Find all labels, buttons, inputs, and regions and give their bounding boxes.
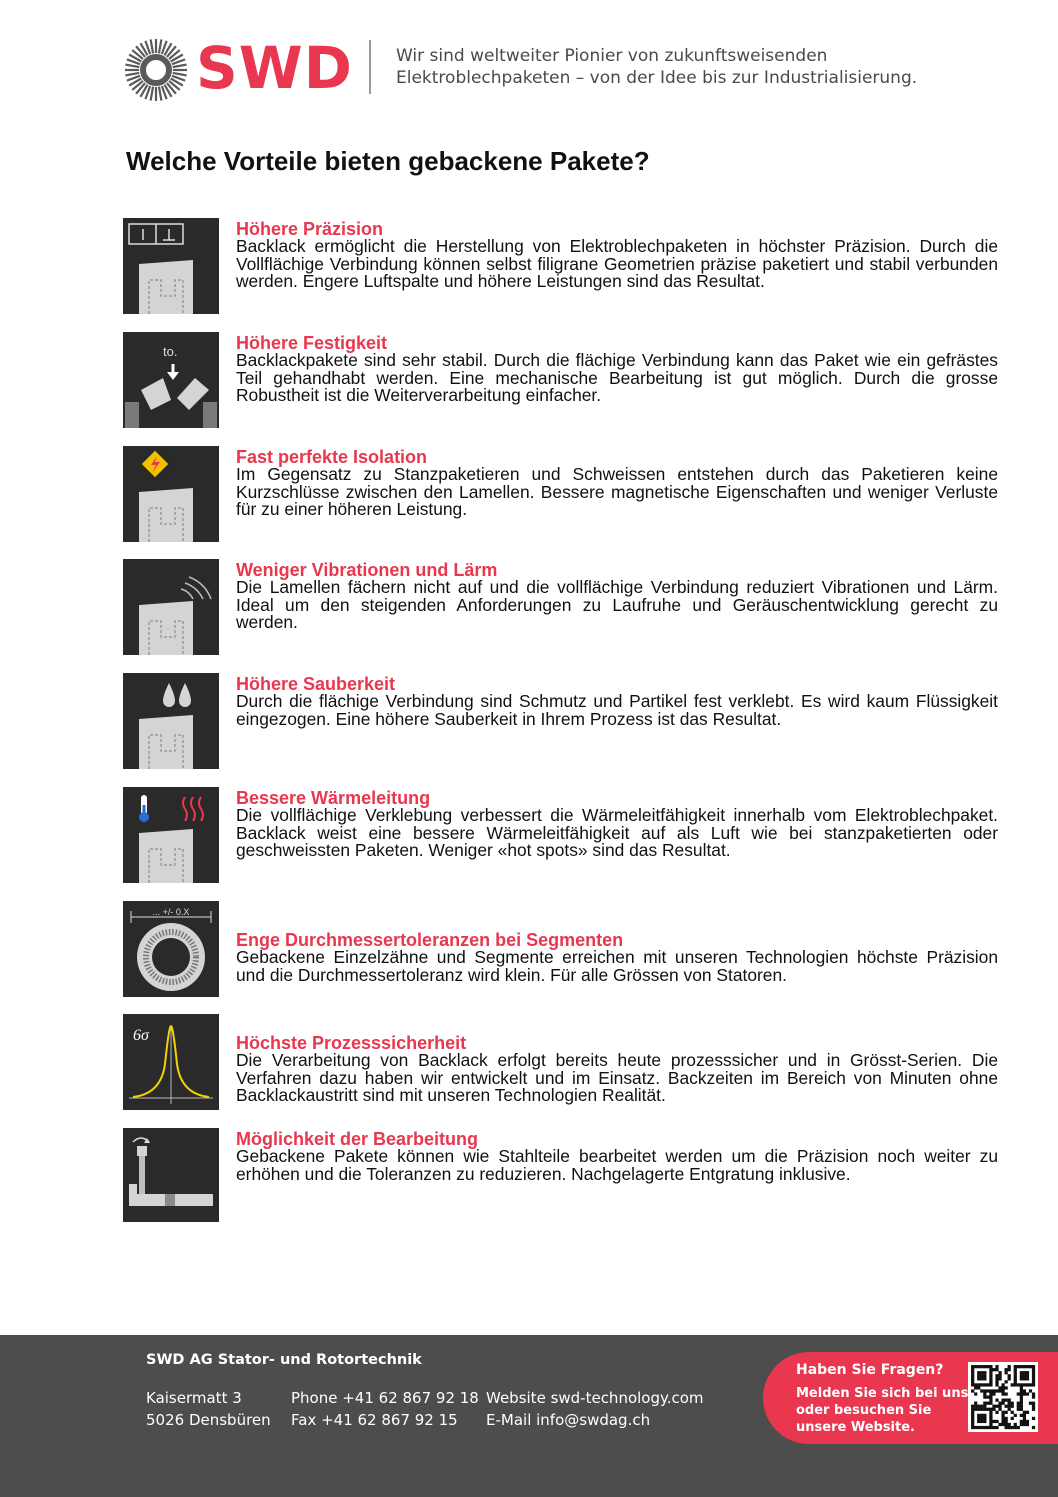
company-name: SWD AG Stator- und Rotortechnik	[146, 1352, 422, 1368]
item-body: Die Verarbeitung von Backlack erfolgt bereits heute prozesssicher und in Grösst-Serien. Die Verfahren dazu haben wir entwickelt und im Einsatz. Backzeiten im Bereich von Minuten ohne Backlackaustritt sind mit unseren Technologien Realität.	[236, 1050, 998, 1106]
vibration-icon	[123, 559, 219, 655]
item-body: Die vollflächige Verklebung verbessert die Wärmeleitfähigkeit innerhalb vom Elektroblechpaket. Backlack weist eine bessere Wärmeleitfähigkeit auf als Luft wie bei stanzpaketierten oder geschweissten Paketen. Weniger «hot spots» sind das Resultat.	[236, 805, 998, 861]
qr-code-icon[interactable]	[968, 1362, 1038, 1432]
item-body: Durch die flächige Verbindung sind Schmutz und Partikel fest verklebt. Es wird kaum Flüssigkeit eingezogen. Eine höhere Sauberkeit in Ihrem Prozess ist das Resultat.	[236, 691, 998, 729]
item-body: Gebackene Pakete können wie Stahlteile bearbeitet werden um die Präzision noch weiter zu erhöhen und die Toleranzen zu reduzieren. Nachgelagerte Entgratung inklusive.	[236, 1146, 998, 1184]
item-body: Im Gegensatz zu Stanzpaketieren und Schweissen entstehen durch das Paketieren keine Kurzschlüsse zwischen den Lamellen. Bessere magnetische Eigenschaften und weniger Verluste für zu einer höheren Leistung.	[236, 464, 998, 520]
contact-cta[interactable]	[763, 1352, 1058, 1444]
item-title: Möglichkeit der Bearbeitung	[236, 1129, 479, 1149]
item-body: Backlack ermöglicht die Herstellung von Elektroblechpaketen in höchster Präzision. Durch die Vollflächige Verbindung können selbst filigrane Geometrien präzise paketiert und stabil verbunden werden. Engere Luftspalte und höhere Leistungen sind das Resultat.	[236, 236, 998, 292]
droplets-icon	[123, 673, 219, 769]
stator-ring-icon	[123, 901, 219, 997]
item-title: Höhere Sauberkeit	[236, 674, 396, 694]
strength-icon	[123, 332, 219, 428]
icon-label: to.	[163, 344, 178, 359]
header	[124, 36, 944, 100]
item-title: Höchste Prozesssicherheit	[236, 1033, 467, 1053]
cta-title: Haben Sie Fragen?	[796, 1362, 944, 1378]
address-column	[146, 1387, 271, 1431]
item-title: Weniger Vibrationen und Lärm	[236, 560, 498, 580]
item-body: Gebackene Einzelzähne und Segmente erreichen mit unseren Technologien höchste Präzision und die Durchmessertoleranz wird klein. Für alle Grössen von Statoren.	[236, 947, 998, 985]
thermometer-heat-icon	[123, 787, 219, 883]
item-title: Höhere Festigkeit	[236, 333, 388, 353]
precision-icon	[123, 218, 219, 314]
item-title: Enge Durchmessertoleranzen bei Segmenten	[236, 930, 624, 950]
icon-label: ... +/- 0.X	[152, 907, 190, 917]
website-link[interactable]: Website swd-technology.com	[486, 1389, 704, 1407]
phone-number[interactable]: Phone +41 62 867 92 18	[291, 1389, 479, 1407]
phone-column	[291, 1387, 479, 1431]
item-title: Fast perfekte Isolation	[236, 447, 428, 467]
isolation-warning-icon	[123, 446, 219, 542]
brand-name: SWD	[196, 34, 353, 102]
footer	[0, 1335, 1058, 1497]
fax-number: Fax +41 62 867 92 15	[291, 1411, 458, 1429]
web-column	[486, 1387, 704, 1431]
cta-text: Melden Sie sich bei uns oder besuchen Sie unsere Website.	[796, 1386, 969, 1435]
six-sigma-curve-icon	[123, 1014, 219, 1110]
item-body: Backlackpakete sind sehr stabil. Durch die flächige Verbindung kann das Paket wie ein gefrästes Teil gehandhabt werden. Eine mechanische Bearbeitung ist gut möglich. Durch die grosse Robustheit ist die Weiterverarbeitung einfacher.	[236, 350, 998, 406]
icon-label: 6σ	[133, 1027, 149, 1044]
item-title: Bessere Wärmeleitung	[236, 788, 431, 808]
header-divider	[369, 40, 371, 94]
machining-icon	[123, 1128, 219, 1222]
gear-sun-logo-icon	[124, 38, 188, 102]
item-title: Höhere Präzision	[236, 219, 384, 239]
item-body: Die Lamellen fächern nicht auf und die vollflächige Verbindung reduziert Vibrationen und Lärm. Ideal um den steigenden Anforderungen zu Laufruhe und Geräuschentwicklung gerecht zu werden.	[236, 577, 998, 633]
address-line: Kaisermatt 3	[146, 1389, 242, 1407]
address-line: 5026 Densbüren	[146, 1411, 271, 1429]
email-link[interactable]: E-Mail info@swdag.ch	[486, 1411, 651, 1429]
page-title: Welche Vorteile bieten gebackene Pakete?	[126, 146, 650, 176]
tagline: Wir sind weltweiter Pionier von zukunftsweisenden Elektroblechpaketen – von der Idee bis zur Industrialisierung.	[396, 46, 918, 88]
